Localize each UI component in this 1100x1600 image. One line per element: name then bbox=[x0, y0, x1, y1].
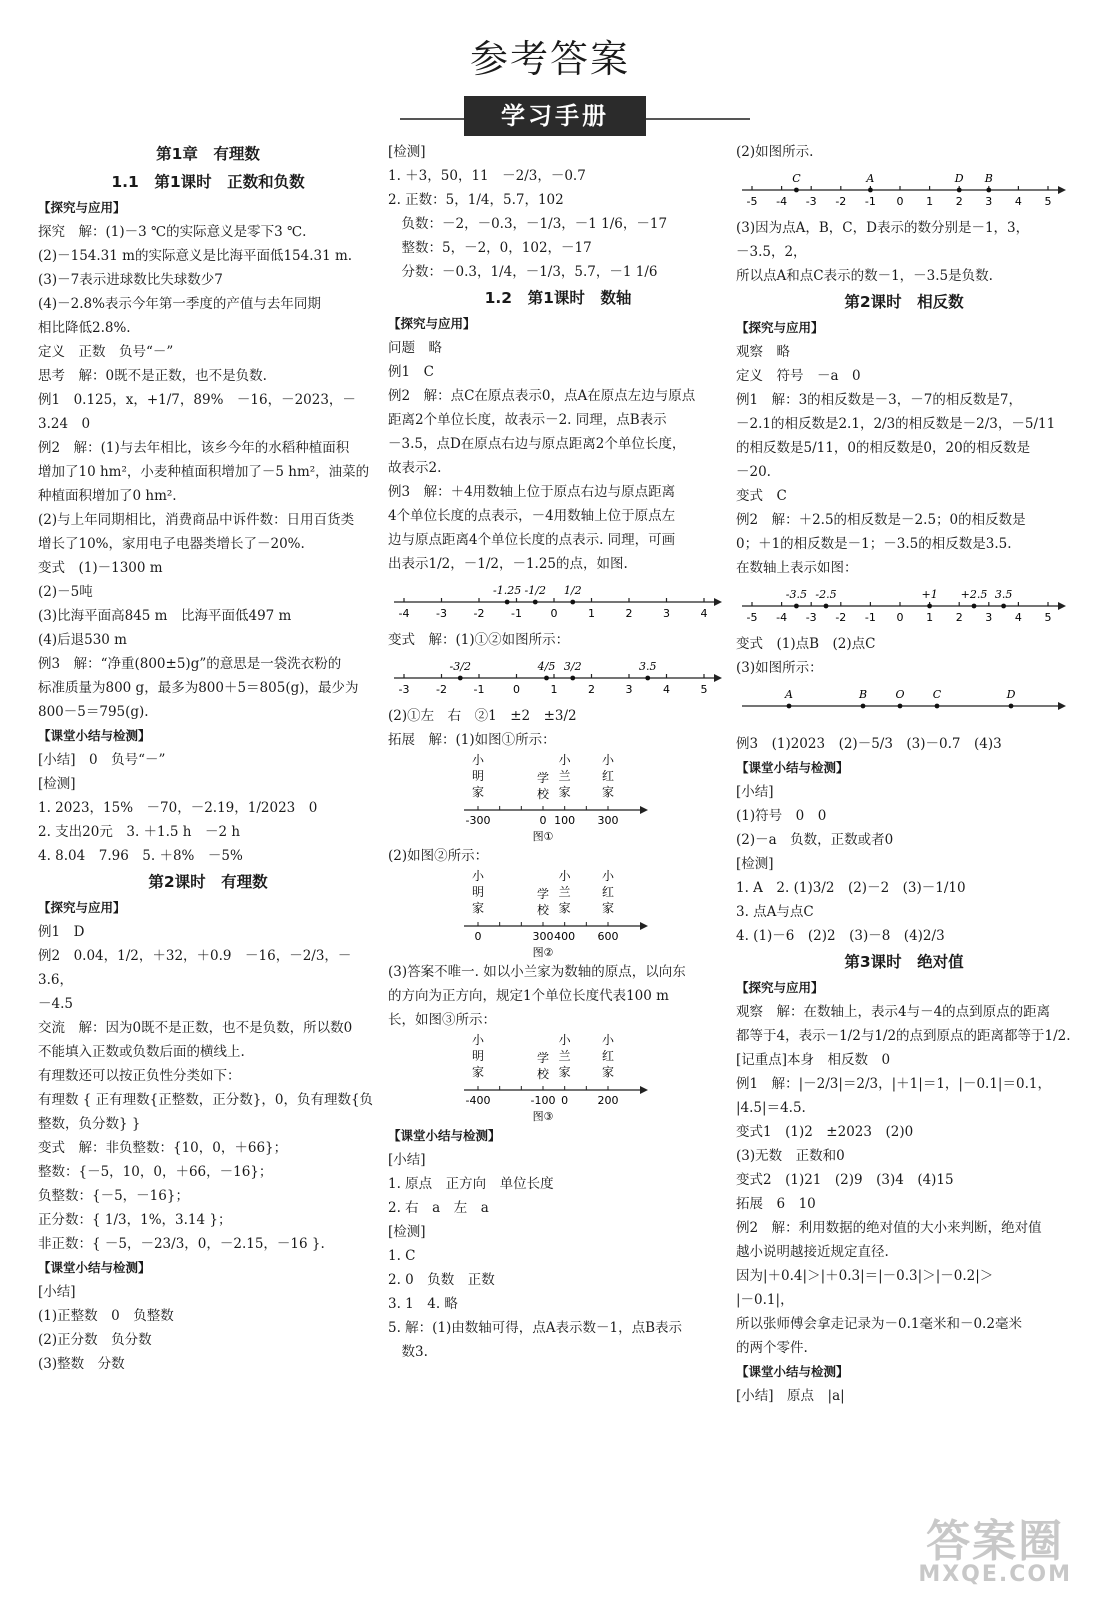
lesson-heading: 1.2 第1课时 数轴 bbox=[484, 289, 632, 307]
section-label: 【课堂小结与检测】 bbox=[736, 1364, 849, 1379]
tick-label: -5 bbox=[746, 195, 758, 208]
answer-line: 交流 解：因为0既不是正数，也不是负数，所以数0 bbox=[38, 1020, 353, 1036]
answer-line: 问题 略 bbox=[388, 340, 442, 356]
tick-label: 5 bbox=[700, 683, 708, 696]
place-label: 学校 bbox=[536, 887, 550, 917]
watermark-logo bbox=[918, 1516, 1072, 1587]
answer-line: (3)比海平面高845 m 比海平面低497 m bbox=[38, 608, 292, 624]
point-mark bbox=[544, 676, 549, 681]
tick-label: 200 bbox=[597, 1094, 619, 1107]
point-label: 3.5 bbox=[639, 660, 657, 673]
answer-line: (2)如图所示. bbox=[736, 144, 814, 160]
tick-label: 3 bbox=[985, 611, 993, 624]
answer-line: [小结] bbox=[38, 1284, 76, 1300]
place-label: 小红家 bbox=[601, 869, 615, 915]
answer-line: 增长了10%，家用电子电器类增长了－20%. bbox=[38, 536, 305, 552]
point-mark bbox=[794, 188, 799, 193]
answer-line: 负数：－2，－0.3，－1/3，－1 1/6，－17 bbox=[388, 216, 668, 232]
point-mark bbox=[957, 188, 962, 193]
section-label: 【探究与应用】 bbox=[38, 900, 126, 915]
axis-arrow bbox=[1058, 602, 1066, 610]
page-title: 参考答案 bbox=[469, 37, 630, 81]
answer-line: 故表示2. bbox=[388, 460, 442, 476]
answer-line: (3)如图所示： bbox=[736, 660, 823, 676]
tick-label: -100 bbox=[530, 1094, 556, 1107]
place-label: 小兰家 bbox=[558, 1033, 571, 1079]
answer-line: 在数轴上表示如图： bbox=[736, 560, 858, 576]
point-mark bbox=[861, 704, 866, 709]
lesson-heading: 第1章 有理数 bbox=[156, 145, 260, 163]
answer-line: 例2 解：＋2.5的相反数是－2.5；0的相反数是 bbox=[736, 512, 1026, 528]
answer-line: 4. 8.04 7.96 5. ＋8% －5% bbox=[38, 848, 243, 864]
point-mark bbox=[1001, 604, 1006, 609]
answer-line: 例2 解：利用数据的绝对值的大小来判断，绝对值 bbox=[736, 1220, 1042, 1236]
answer-line: 变式 解：非负整数：{10，0，＋66}； bbox=[38, 1140, 288, 1156]
point-label: -3/2 bbox=[449, 660, 471, 673]
point-label: C bbox=[792, 172, 801, 185]
tick-label: 600 bbox=[597, 930, 619, 943]
answer-line: 例1 0.125，x，+1/7，89% －16，－2023，－3.24 0 bbox=[38, 392, 356, 432]
watermark-line1: 答案圈 bbox=[926, 1516, 1065, 1567]
answer-line: |－0.1|， bbox=[736, 1292, 794, 1308]
answer-line: (2)－a 负数，正数或者0 bbox=[736, 832, 894, 848]
point-label: -3.5 bbox=[785, 588, 808, 601]
answer-line: |4.5|＝4.5. bbox=[736, 1100, 806, 1116]
answer-line: 因为|＋0.4|＞|＋0.3|＝|－0.3|＞|－0.2|＞ bbox=[736, 1268, 994, 1284]
answer-line: 定义 符号 －a 0 bbox=[736, 368, 861, 384]
tick-label: -3 bbox=[436, 607, 447, 620]
point-mark bbox=[972, 604, 977, 609]
point-label: B bbox=[984, 172, 993, 185]
answer-line: 分数：－0.3，1/4，－1/3，5.7，－1 1/6 bbox=[388, 264, 658, 280]
tick-label: 1 bbox=[588, 607, 595, 620]
answer-line: 有理数 { 正有理数{正整数，正分数}，0，负有理数{负整数，负分数} } bbox=[38, 1092, 374, 1132]
answer-line: 3. 1 4. 略 bbox=[388, 1296, 458, 1312]
answer-line: 正分数：{ 1/3，1%，3.14 }； bbox=[38, 1212, 232, 1228]
answer-line: 例1 解：3的相反数是－3，－7的相反数是7， bbox=[736, 392, 1022, 408]
point-mark bbox=[458, 676, 463, 681]
answer-line: 探究 解：(1)－3 ℃的实际意义是零下3 ℃. bbox=[38, 224, 307, 240]
tick-label: 1 bbox=[550, 683, 558, 696]
answer-line: 出表示1/2，－1/2，－1.25的点，如图. bbox=[388, 556, 628, 572]
axis-arrow bbox=[640, 1086, 648, 1094]
answer-line: (2)①左 右 ②1 ±2 ±3/2 bbox=[388, 708, 577, 724]
number-line-figure bbox=[736, 164, 1072, 216]
tick-label: 2 bbox=[955, 195, 963, 208]
axis-arrow bbox=[1058, 702, 1066, 710]
tick-label: 0 bbox=[513, 683, 520, 696]
tick-label: 0 bbox=[561, 1094, 569, 1107]
answer-line: (2)如图②所示： bbox=[388, 848, 489, 864]
answer-line: 1. 原点 正方向 单位长度 bbox=[388, 1176, 554, 1192]
point-label: A bbox=[785, 688, 793, 701]
point-mark bbox=[1009, 704, 1014, 709]
tick-label: -1 bbox=[864, 611, 876, 624]
tick-label: 3 bbox=[985, 195, 993, 208]
answer-line: 2. 右 a 左 a bbox=[388, 1200, 489, 1216]
answer-line: 标准质量为800 g，最多为800＋5＝805(g)，最少为 bbox=[38, 680, 359, 696]
point-mark bbox=[927, 604, 932, 609]
tick-label: 4 bbox=[663, 683, 670, 696]
answer-line: 变式 C bbox=[736, 488, 787, 504]
answer-line: 整数：{－5，10，0，＋66，－16}； bbox=[38, 1164, 273, 1180]
answer-line: 例1 D bbox=[38, 924, 85, 940]
lesson-heading: 1.1 第1课时 正数和负数 bbox=[111, 173, 305, 191]
answer-line: 观察 略 bbox=[736, 344, 790, 360]
answer-line: 种植面积增加了0 hm². bbox=[38, 488, 177, 504]
answer-line: 2. 正数：5，1/4，5.7，102 bbox=[388, 192, 564, 208]
answer-line: (2)－154.31 m的实际意义是比海平面低154.31 m. bbox=[38, 248, 353, 264]
point-mark bbox=[824, 604, 829, 609]
answer-line: 越小说明越接近规定直径. bbox=[736, 1244, 889, 1260]
point-mark bbox=[570, 600, 575, 605]
place-label: 小红家 bbox=[601, 753, 615, 799]
tick-label: -2 bbox=[436, 683, 447, 696]
tick-label: -1 bbox=[511, 607, 522, 620]
answer-line: (2)－5吨 bbox=[38, 584, 93, 600]
column-right bbox=[736, 140, 1072, 1408]
point-label: B bbox=[858, 688, 868, 701]
answer-line: 4. (1)－6 (2)2 (3)－8 (4)2/3 bbox=[736, 928, 945, 944]
axis-arrow bbox=[1058, 186, 1066, 194]
point-mark bbox=[570, 676, 575, 681]
answer-line: 例1 C bbox=[388, 364, 434, 380]
answer-line: 5. 解：(1)由数轴可得，点A表示数－1，点B表示 bbox=[388, 1320, 683, 1336]
answer-line: －20. bbox=[736, 464, 771, 480]
axis-arrow bbox=[714, 674, 722, 682]
answer-line: (3)无数 正数和0 bbox=[736, 1148, 845, 1164]
answer-line: 拓展 解：(1)如图①所示： bbox=[388, 732, 556, 748]
answer-line: 例2 0.04，1/2，＋32，＋0.9 －16，－2/3，－3.6， bbox=[38, 948, 352, 988]
tick-label: -4 bbox=[398, 607, 410, 620]
watermark-line2: MXQE.COM bbox=[918, 1562, 1072, 1587]
section-label: 【探究与应用】 bbox=[388, 316, 476, 331]
answer-line: 2. 0 负数 正数 bbox=[388, 1272, 495, 1288]
number-line-figure bbox=[736, 580, 1072, 632]
tick-label: 0 bbox=[896, 611, 904, 624]
answer-line: 例2 解：点C在原点表示0，点A在原点左边与原点 bbox=[388, 388, 696, 404]
point-mark bbox=[505, 600, 510, 605]
answer-line: －2.1的相反数是2.1，2/3的相反数是－2/3，－5/11 bbox=[736, 416, 1056, 432]
section-label: 【课堂小结与检测】 bbox=[736, 760, 849, 775]
section-label: 【探究与应用】 bbox=[38, 200, 126, 215]
tick-label: 4 bbox=[700, 607, 708, 620]
number-line-figure bbox=[388, 652, 728, 704]
answer-line: 思考 解：0既不是正数，也不是负数. bbox=[38, 368, 267, 384]
point-mark bbox=[986, 188, 991, 193]
number-line-figure bbox=[736, 680, 1072, 732]
answer-line: 都等于4，表示－1/2与1/2的点到原点的距离都等于1/2. bbox=[736, 1028, 1071, 1044]
place-label: 小红家 bbox=[601, 1033, 615, 1079]
answer-line: (2)与上年同期相比，消费商品中诉件数：日用百货类 bbox=[38, 512, 355, 528]
answer-line: [小结] 原点 |a| bbox=[736, 1388, 845, 1404]
point-label: A bbox=[866, 172, 875, 185]
answer-line: 距离2个单位长度，故表示－2. 同理，点B表示 bbox=[388, 412, 667, 428]
tick-label: 1 bbox=[926, 195, 934, 208]
tick-label: -3 bbox=[805, 611, 817, 624]
answer-line: 所以张师傅会拿走记录为－0.1毫米和－0.2毫米 bbox=[736, 1316, 1022, 1332]
answer-line: (3)因为点A，B，C，D表示的数分别是－1，3， bbox=[736, 220, 1030, 236]
answer-line: 变式2 (1)21 (2)9 (3)4 (4)15 bbox=[736, 1172, 954, 1188]
answer-line: 变式 解：(1)①②如图所示： bbox=[388, 632, 570, 648]
tick-label: -3 bbox=[398, 683, 410, 696]
place-label: 学校 bbox=[536, 771, 550, 801]
answer-line: 观察 解：在数轴上，表示4与－4的点到原点的距离 bbox=[736, 1004, 1051, 1020]
answer-line: 1. A 2. (1)3/2 (2)－2 (3)－1/10 bbox=[736, 880, 966, 896]
answer-line: 不能填入正数或负数后面的横线上. bbox=[38, 1044, 245, 1060]
answer-line: 负整数：{－5，－16}； bbox=[38, 1188, 189, 1204]
map-line-figure bbox=[388, 1032, 728, 1124]
answer-line: (3)答案不唯一. 如以小兰家为数轴的原点，以向东 bbox=[388, 964, 686, 980]
tick-label: -2 bbox=[835, 611, 847, 624]
answer-line: 非正数：{ －5，－23/3，0，－2.15，－16 }. bbox=[38, 1236, 325, 1252]
figure-caption: 图③ bbox=[532, 1110, 554, 1123]
answer-line: 的两个零件. bbox=[736, 1340, 808, 1356]
tick-label: 5 bbox=[1044, 611, 1052, 624]
answer-line: 边与原点距离4个单位长度的点表示. 同理，可画 bbox=[388, 532, 676, 548]
tick-label: 3 bbox=[625, 683, 633, 696]
answer-line: 0；＋1的相反数是－1；－3.5的相反数是3.5. bbox=[736, 536, 1012, 552]
answer-line: [检测] bbox=[38, 776, 76, 792]
place-label: 小兰家 bbox=[558, 869, 571, 915]
answer-line: (4)－2.8%表示今年第一季度的产值与去年同期 bbox=[38, 296, 321, 312]
answer-line: 长，如图③所示： bbox=[388, 1012, 496, 1028]
answer-line: [小结] 0 负号“－” bbox=[38, 752, 166, 768]
answer-line: 拓展 6 10 bbox=[736, 1196, 816, 1212]
answer-line: [检测] bbox=[736, 856, 774, 872]
tick-label: 5 bbox=[1044, 195, 1052, 208]
axis-arrow bbox=[714, 598, 722, 606]
answer-line: 例3 解：“净重(800±5)g”的意思是一袋洗衣粉的 bbox=[38, 656, 342, 672]
answer-line: 数3. bbox=[388, 1344, 428, 1360]
answer-line: 4个单位长度的点表示，－4用数轴上位于原点左 bbox=[388, 508, 676, 524]
point-label: -2.5 bbox=[815, 588, 837, 601]
tick-label: -4 bbox=[776, 611, 788, 624]
tick-label: 3 bbox=[663, 607, 670, 620]
point-label: 3/2 bbox=[563, 660, 582, 673]
tick-label: 0 bbox=[474, 930, 482, 943]
answer-line: 的相反数是5/11，0的相反数是0，20的相反数是 bbox=[736, 440, 1031, 456]
section-label: 【探究与应用】 bbox=[736, 980, 824, 995]
point-mark bbox=[935, 704, 940, 709]
answer-line: (1)正整数 0 负整数 bbox=[38, 1308, 174, 1324]
tick-label: -2 bbox=[835, 195, 847, 208]
point-label: D bbox=[1006, 688, 1016, 701]
answer-line: 1. C bbox=[388, 1248, 416, 1264]
answer-line: (4)后退530 m bbox=[38, 632, 127, 648]
tick-label: 1 bbox=[926, 611, 934, 624]
answer-line: [小结] bbox=[736, 784, 774, 800]
answer-line: 例1 解：|－2/3|＝2/3，|＋1|＝1，|－0.1|＝0.1， bbox=[736, 1076, 1051, 1092]
map-line-figure bbox=[388, 868, 728, 960]
section-label: 【课堂小结与检测】 bbox=[38, 728, 151, 743]
answer-line: 3. 点A与点C bbox=[736, 904, 814, 920]
figure-caption: 图① bbox=[532, 830, 554, 843]
tick-label: 400 bbox=[554, 930, 576, 943]
answer-line: 例2 解：(1)与去年相比，该乡今年的水稻种植面积 bbox=[38, 440, 350, 456]
point-mark bbox=[794, 604, 799, 609]
answer-line: [检测] bbox=[388, 144, 426, 160]
answer-line: 变式 (1)－1300 m bbox=[38, 560, 163, 576]
answer-line: [记重点]本身 相反数 0 bbox=[736, 1052, 891, 1068]
section-banner: 学习手册 bbox=[464, 96, 646, 136]
answer-line: －4.5 bbox=[38, 996, 73, 1012]
tick-label: -400 bbox=[465, 1094, 491, 1107]
answer-line: 相比降低2.8%. bbox=[38, 320, 131, 336]
tick-label: -3 bbox=[805, 195, 817, 208]
answer-line: －3.5，点D在原点右边与原点距离2个单位长度， bbox=[388, 436, 686, 452]
point-mark bbox=[898, 704, 903, 709]
place-label: 小明家 bbox=[471, 869, 485, 915]
column-middle bbox=[388, 140, 728, 1364]
answer-line: 例3 解：＋4用数轴上位于原点右边与原点距离 bbox=[388, 484, 676, 500]
point-label: -1.25 bbox=[493, 584, 522, 597]
answer-line: 1. 2023，15% －70，－2.19，1/2023 0 bbox=[38, 800, 318, 816]
section-label: 【课堂小结与检测】 bbox=[388, 1128, 501, 1143]
number-line-figure bbox=[388, 576, 728, 628]
answer-line: 2. 支出20元 3. ＋1.5 h －2 h bbox=[38, 824, 241, 840]
place-label: 小明家 bbox=[471, 753, 485, 799]
figure-caption: 图② bbox=[532, 946, 554, 959]
answer-line: 整数：5，－2，0，102，－17 bbox=[388, 240, 592, 256]
place-label: 小明家 bbox=[471, 1033, 485, 1079]
tick-label: -4 bbox=[776, 195, 788, 208]
map-line-figure bbox=[388, 752, 728, 844]
point-label: 3.5 bbox=[994, 588, 1013, 601]
answer-line: (2)正分数 负分数 bbox=[38, 1332, 152, 1348]
answer-line: [检测] bbox=[388, 1224, 426, 1240]
tick-label: 2 bbox=[625, 607, 633, 620]
answer-line: 定义 正数 负号“－” bbox=[38, 344, 174, 360]
answer-line: 的方向为正方向，规定1个单位长度代表100 m bbox=[388, 988, 669, 1004]
tick-label: 100 bbox=[554, 814, 576, 827]
answer-line: (3)－7表示进球数比失球数少7 bbox=[38, 272, 223, 288]
answer-line: 1. ＋3，50，11 －2/3，－0.7 bbox=[388, 168, 586, 184]
tick-label: 2 bbox=[588, 683, 595, 696]
tick-label: 300 bbox=[597, 814, 619, 827]
section-label: 【探究与应用】 bbox=[736, 320, 824, 335]
answer-line: (3)整数 分数 bbox=[38, 1356, 125, 1372]
lesson-heading: 第3课时 绝对值 bbox=[844, 953, 964, 971]
point-mark bbox=[787, 704, 792, 709]
tick-label: 4 bbox=[1014, 611, 1022, 624]
point-label: +1 bbox=[921, 588, 938, 601]
axis-arrow bbox=[640, 922, 648, 930]
tick-label: 0 bbox=[539, 814, 547, 827]
point-label: -1/2 bbox=[524, 584, 546, 597]
section-label: 【课堂小结与检测】 bbox=[38, 1260, 151, 1275]
place-label: 学校 bbox=[536, 1051, 550, 1081]
answer-line: 所以点A和点C表示的数－1，－3.5是负数. bbox=[736, 268, 993, 284]
point-label: 1/2 bbox=[563, 584, 582, 597]
tick-label: -1 bbox=[473, 683, 485, 696]
tick-label: -2 bbox=[473, 607, 485, 620]
answer-line: 例3 (1)2023 (2)－5/3 (3)－0.7 (4)3 bbox=[736, 736, 1002, 752]
banner-line-right bbox=[630, 118, 750, 120]
point-label: +2.5 bbox=[960, 588, 988, 601]
answer-line: [小结] bbox=[388, 1152, 426, 1168]
axis-arrow bbox=[640, 806, 648, 814]
point-mark bbox=[868, 188, 873, 193]
answer-line: 增加了10 hm²，小麦种植面积增加了－5 hm²，油菜的 bbox=[38, 464, 370, 480]
tick-label: 0 bbox=[550, 607, 558, 620]
answer-line: －3.5，2， bbox=[736, 244, 807, 260]
answer-line: 有理数还可以按正负性分类如下： bbox=[38, 1068, 241, 1084]
point-label: C bbox=[932, 688, 942, 701]
point-mark bbox=[533, 600, 538, 605]
tick-label: -5 bbox=[746, 611, 758, 624]
place-label: 小兰家 bbox=[558, 753, 571, 799]
answer-line: (1)符号 0 0 bbox=[736, 808, 827, 824]
tick-label: -1 bbox=[864, 195, 876, 208]
point-label: D bbox=[954, 172, 964, 185]
tick-label: 300 bbox=[532, 930, 554, 943]
lesson-heading: 第2课时 相反数 bbox=[844, 293, 964, 311]
column-left bbox=[38, 140, 378, 1376]
point-label: O bbox=[895, 688, 905, 701]
point-label: 4/5 bbox=[537, 660, 556, 673]
lesson-heading: 第2课时 有理数 bbox=[148, 873, 268, 891]
tick-label: 2 bbox=[955, 611, 963, 624]
answer-line: 800－5＝795(g). bbox=[38, 704, 149, 720]
answer-line: 变式 (1)点B (2)点C bbox=[736, 636, 876, 652]
tick-label: 0 bbox=[896, 195, 904, 208]
tick-label: -300 bbox=[465, 814, 491, 827]
point-mark bbox=[645, 676, 650, 681]
answer-line: 变式1 (1)2 ±2023 (2)0 bbox=[736, 1124, 914, 1140]
tick-label: 4 bbox=[1014, 195, 1022, 208]
